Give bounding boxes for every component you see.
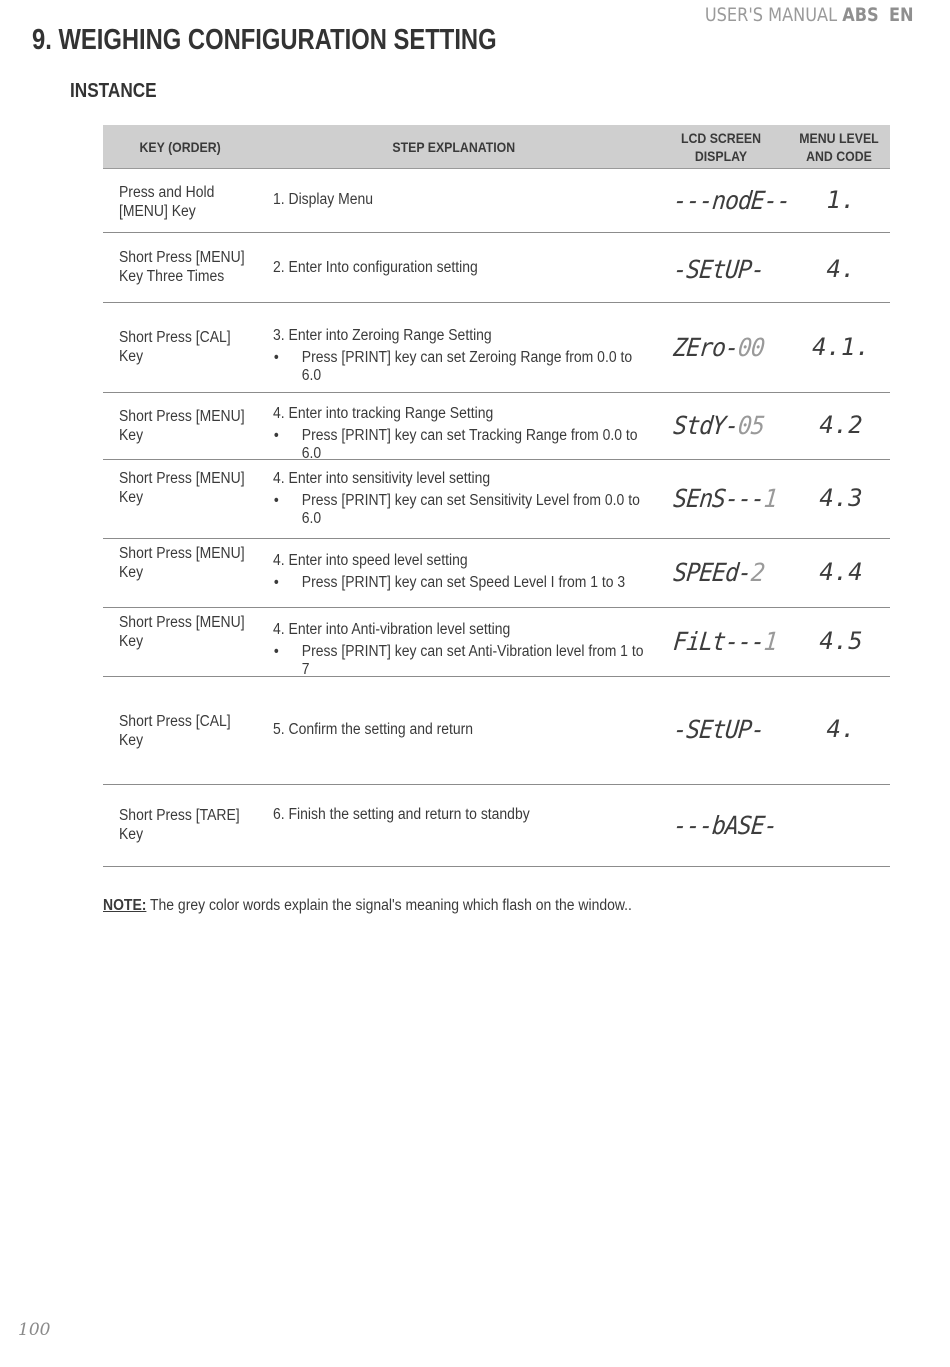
lcd-display-cell [672,627,779,656]
step-text: 3. Enter into Zeroing Range Setting [273,327,492,344]
table-row [103,303,890,393]
step-bullet [273,641,651,679]
step-explanation-cell [273,325,651,385]
manual-label: USER'S MANUAL [704,4,837,26]
step-explanation-cell [273,403,651,463]
key-order-cell: Short Press [TARE] Key [119,807,240,843]
step-text: 4. Enter into tracking Range Setting [273,405,494,422]
bullet-icon: • [273,492,279,509]
step-bullet [273,572,651,594]
bullet-text: Press [PRINT] key can set Speed Level I from 1 to 3 [301,574,626,591]
step-explanation-cell [273,468,651,528]
step-text: 2. Enter Into configuration setting [273,259,478,276]
note-text: The grey color words explain the signal's meaning which flash on the window.. [146,897,632,914]
step-explanation-cell [273,719,651,741]
lcd-flashing-value: 2 [749,558,766,587]
table-row [103,393,890,460]
table-row [103,608,890,677]
lcd-display-cell [672,186,792,215]
menu-code-cell: 1. [826,186,856,214]
column-header-step: STEP EXPLANATION [392,138,516,155]
language-label: EN [888,4,913,26]
column-header-lcd: LCD SCREEN DISPLAY [680,129,762,164]
page-number: 100 [18,1320,51,1340]
table-row [103,233,890,303]
lcd-display-cell [672,333,767,362]
bullet-icon: • [273,643,279,660]
menu-code-cell: 4. [826,715,856,743]
bullet-text: Press [PRINT] key can set Anti-Vibration level from 1 to 7 [301,643,644,678]
menu-code-cell: 4.5 [819,627,863,655]
lcd-text: -SEtUP- [672,715,766,744]
lcd-text: ---bASE- [672,811,779,840]
lcd-display-cell [672,484,779,513]
step-bullet [273,490,651,528]
lcd-flashing-value: 00 [736,333,766,362]
step-text: 5. Confirm the setting and return [273,721,474,738]
lcd-text: SEnS--- [672,484,766,513]
bullet-text: Press [PRINT] key can set Tracking Range from 0.0 to 6.0 [301,427,638,462]
lcd-text: SPEEd- [672,558,753,587]
step-text: 4. Enter into speed level setting [273,552,468,569]
lcd-text: ZEro- [672,333,740,362]
step-text: 4. Enter into Anti-vibration level setting [273,621,511,638]
model-label: ABS [841,4,879,26]
column-header-code: MENU LEVEL AND CODE [799,129,879,164]
menu-code-cell: 4.1. [812,333,870,361]
table-row [103,677,890,785]
key-order-cell: Short Press [MENU] Key [119,545,245,581]
lcd-flashing-value: 1 [762,627,779,656]
steps-table [103,125,890,867]
menu-code-cell: 4.3 [819,484,863,512]
key-order-cell: Short Press [CAL] Key [119,329,231,365]
step-text: 4. Enter into sensitivity level setting [273,470,491,487]
lcd-display-cell [672,715,767,744]
lcd-flashing-value: 1 [762,484,779,513]
bullet-icon: • [273,427,279,444]
step-explanation-cell [273,257,651,279]
key-order-cell: Short Press [MENU] Key [119,470,245,506]
key-order-cell: Press and Hold [MENU] Key [119,184,215,220]
lcd-display-cell [672,811,779,840]
lcd-text: -SEtUP- [672,255,766,284]
bullet-text: Press [PRINT] key can set Sensitivity Level from 0.0 to 6.0 [301,492,640,527]
lcd-text: StdY- [672,411,740,440]
subtitle: INSTANCE [70,80,157,102]
note [103,897,632,915]
step-text: 1. Display Menu [273,191,374,208]
running-header [704,4,913,26]
step-text: 6. Finish the setting and return to standby [273,806,530,823]
section-title: 9. WEIGHING CONFIGURATION SETTING [32,24,497,56]
bullet-icon: • [273,574,279,591]
table-row [103,460,890,539]
column-header-key: KEY (ORDER) [139,138,222,155]
step-explanation-cell [273,619,651,679]
key-order-cell: Short Press [CAL] Key [119,713,231,749]
table-row [103,169,890,233]
key-order-cell: Short Press [MENU] Key Three Times [119,249,245,285]
lcd-display-cell [672,255,767,284]
step-bullet [273,347,651,385]
step-explanation-cell [273,550,651,594]
menu-code-cell: 4. [826,255,856,283]
table-row [103,539,890,608]
lcd-text: ---nodE-- [672,186,792,215]
lcd-flashing-value: 05 [736,411,766,440]
step-explanation-cell [273,804,651,826]
table-header [103,125,890,169]
lcd-display-cell [672,411,767,440]
table-row [103,785,890,867]
lcd-text: FiLt--- [672,627,766,656]
key-order-cell: Short Press [MENU] Key [119,614,245,650]
step-bullet [273,425,651,463]
lcd-display-cell [672,558,767,587]
bullet-text: Press [PRINT] key can set Zeroing Range from 0.0 to 6.0 [301,349,633,384]
menu-code-cell: 4.2 [819,411,863,439]
step-explanation-cell [273,189,651,211]
note-label: NOTE: [103,897,147,914]
bullet-icon: • [273,349,279,366]
menu-code-cell: 4.4 [819,558,863,586]
key-order-cell: Short Press [MENU] Key [119,408,245,444]
